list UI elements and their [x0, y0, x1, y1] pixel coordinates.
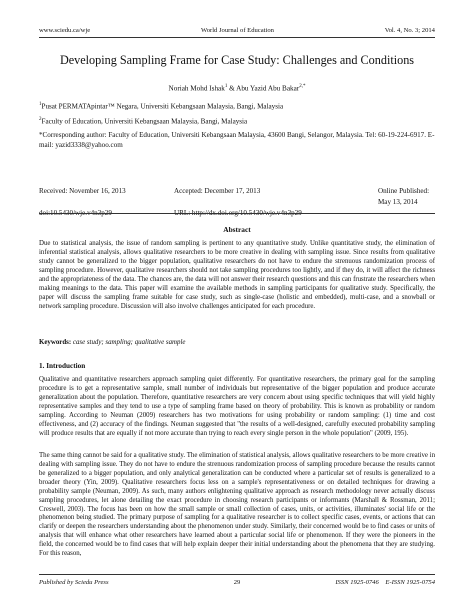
keywords [39, 338, 435, 348]
header-rule [39, 37, 435, 38]
author-1-sup: 1 [224, 84, 228, 89]
intro-paragraph-2: The same thing cannot be said for a qualitative study. The elimination of statistical analysis, allows qualitative researchers to be more creative in dealing with sampling issue. They do not have to endure the strenuous randomization process of sampling procedure because the results cannot be generalized to a bigger population, and only analytical generalization can be conducted where a particular set of results is generalized to a broader theory (Yin, 2009). Qualitative researchers focus less on a sample's representativeness or on detailed techniques for drawing a probability sample (Neuman, 2009). As such, many authors enlightening qualitative approach as research methodology never actually discuss sampling procedures, let alone detailing the exact procedure in choosing research participants or informants (Marshall & Rossman, 2011; Creswell, 2003). The focus has been on how the small sample or small collection of cases, units, or activities, illuminates' social life or the phenomenon being studied. The primary purpose of sampling for a qualitative researcher is to collect specific cases, events, or actions that can clarify or deepen the researchers understanding about the phenomenon under study. Similarly, their concerned would be to find cases or units of analysis that will enhance what other researchers have learned about a particular social life or phenomenon. If they were the pioneers in the field, the concerned would be to find cases that will help explain deeper their initial understanding about the phenomena that they are studying. For this reason, [39, 452, 435, 558]
intro-paragraph-1: Qualitative and quantitative researchers approach sampling quiet differently. For quantitative researchers, the primary goal for the sampling procedure is to get a representative sample, small number of individuals but representative of the bigger population and produce accurate generalization about the population. Therefore, quantitative researchers are very concern about using specific techniques that will yield highly representative samples and they tend to use a type of sampling frame based on theory of probability. This is known as probability or random sampling. According to Neuman (2009) researchers has two motivations for using probability or random sampling: (1) time and cost effectiveness, and (2) accuracy of the findings. Neuman suggested that "the results of a well-designed, carefully executed probability sampling will produce results that are equally if not more accurate than trying to reach every single person in the whole population" (2009, 195). [39, 376, 435, 437]
author-1: Noriah Mohd Ishak [168, 84, 225, 93]
online-date: Online Published: May 13, 2014 [378, 187, 430, 206]
article-title: Developing Sampling Frame for Case Study: Challenges and Conditions [59, 53, 415, 67]
article-dates [39, 186, 435, 219]
doi[interactable]: doi:10.5430/wje.v4n3p29 [39, 209, 112, 217]
received-date: Received: November 16, 2013 [39, 187, 126, 195]
accepted-date: Accepted: December 17, 2013 [174, 187, 261, 195]
author-connector: & [227, 84, 237, 93]
footer-rule [39, 574, 435, 575]
page-footer [39, 578, 435, 588]
keywords-label: Keywords: [39, 339, 72, 346]
abstract-text: Due to statistical analysis, the issue of random sampling is pertinent to any quantitative study. Unlike quantitative study, the elimination of inferential statistical analysis, allows qualitative researchers to be more creative in dealing with sampling issue. Since results from qualitative study cannot be generalized to the bigger population, qualitative researchers do not have to endure the strenuous randomization process of sampling procedure. However, qualitative researchers should not take sampling procedures too lightly, and if they do, it will affect the richness and the appropriateness of the data. The chances are, the data will not answer their research questions and this can frustrate the researchers when making meanings to the data. This paper will examine the available methods in sampling participants for qualitative study. Specifically, the paper will discuss the sampling frame suitable for case study, such as single-case (holistic and embedded), multi-case, and a snowball or network sampling procedure. Discussion will also involve challenges anticipated for each procedure. [39, 240, 435, 310]
footer-publisher: Published by Sciedu Press [39, 579, 109, 586]
affiliation-1 [39, 100, 435, 111]
corresponding-author: *Corresponding author: Faculty of Education, Universiti Kebangsaan Malaysia, 43600 Bangi, Selangor, Malaysia. Tel: 60-19-224-6917. E-mail: yazid3338@yahoo.com [39, 131, 435, 149]
journal-name: World Journal of Education [201, 27, 274, 34]
abstract-heading: Abstract [223, 225, 251, 234]
section-heading-introduction: 1. Introduction [39, 362, 86, 370]
affiliation-1-text: Pusat PERMATApintar™ Negara, Universiti Kebangsaan Malaysia, Bangi, Malaysia [41, 102, 284, 111]
affiliation-2 [39, 115, 435, 126]
author-2-sup: 2,* [299, 84, 306, 89]
author-line [39, 82, 435, 93]
journal-url: www.sciedu.ca/wje [39, 27, 91, 34]
footer-issn: ISSN 1925-0746 E-ISSN 1925-0754 [335, 579, 435, 586]
dates-rule [39, 213, 435, 214]
author-2: Abu Yazid Abu Bakar [236, 84, 300, 93]
running-header [39, 26, 435, 36]
affiliation-1-sup: 1 [39, 102, 42, 107]
page-number: 29 [233, 579, 241, 586]
keywords-text: case study; sampling; qualitative sample [72, 339, 186, 346]
article-url[interactable]: URL: http://dx.doi.org/10.5430/wje.v4n3p29 [174, 209, 302, 217]
journal-volume: Vol. 4, No. 3; 2014 [384, 27, 435, 34]
affiliation-2-text: Faculty of Education, Universiti Kebangsaan Malaysia, Bangi, Malaysia [41, 117, 248, 126]
affiliation-2-sup: 2 [39, 117, 42, 122]
